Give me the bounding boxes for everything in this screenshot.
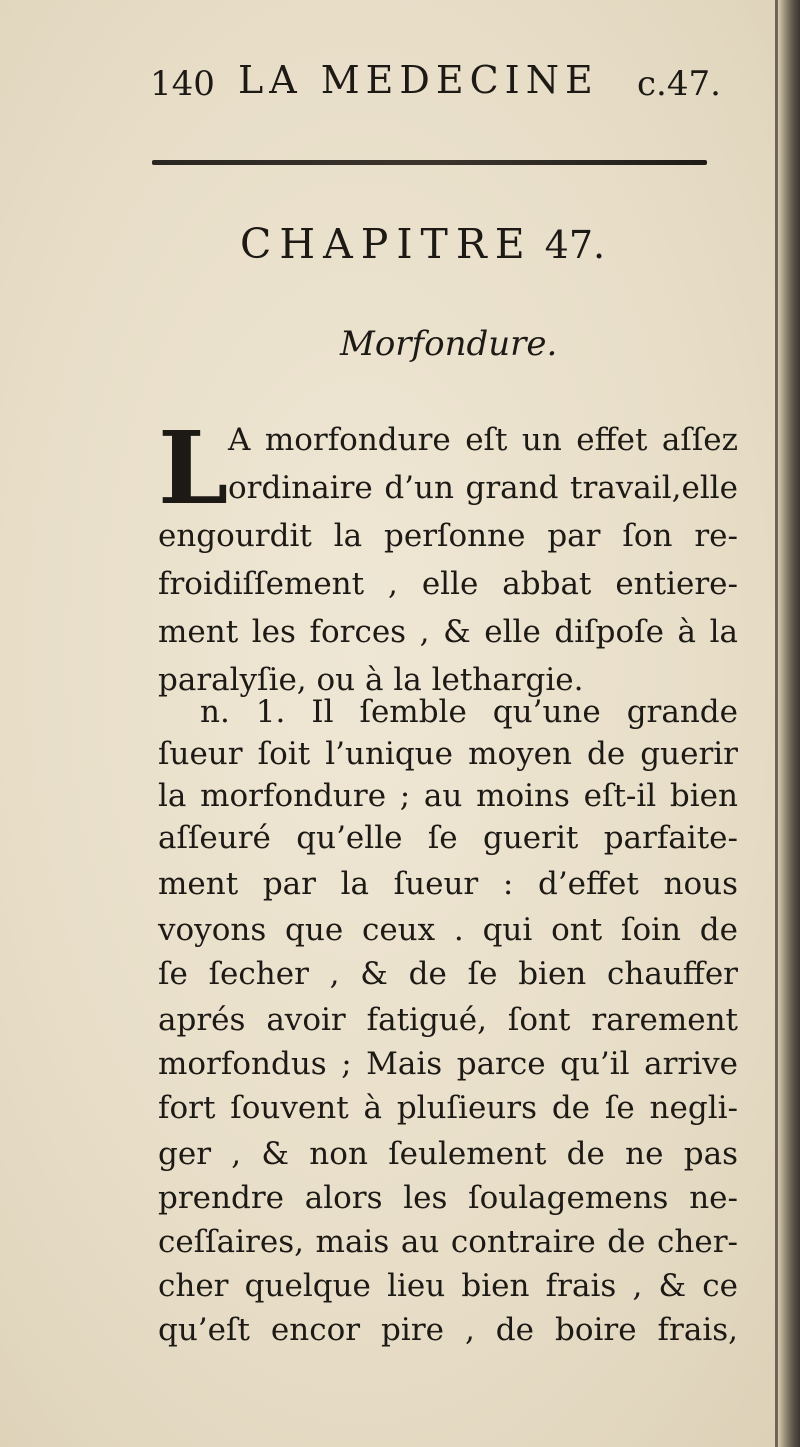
chapter-subtitle: Morfondure. [340, 324, 558, 364]
text-line: voyons que ceux . qui ont ſoin de [158, 912, 738, 948]
text-line: cher quelque lieu bien frais , & ce [158, 1268, 738, 1304]
chapter-reference: c.47. [637, 64, 721, 104]
running-title: LA MEDECINE [238, 58, 599, 102]
text-line: aprés avoir fatigué, ſont rarement [158, 1002, 738, 1038]
page-number: 140 [150, 64, 215, 104]
text-line: aſſeuré qu’elle ſe guerit parfaite- [158, 820, 738, 856]
text-line: la morfondure ; au moins eſt-il bien [158, 778, 738, 814]
text-line: morfondus ; Mais parce qu’il arrive [158, 1046, 738, 1082]
text-line: ger , & non ſeulement de ne pas [158, 1136, 738, 1172]
text-line: ſe ſecher , & de ſe bien chauffer [158, 956, 738, 992]
text-line: froidiſſement , elle abbat entiere- [158, 566, 738, 602]
text-line: ordinaire d’un grand travail,elle [228, 470, 738, 506]
text-line: engourdit la perſonne par ſon re- [158, 518, 738, 554]
page-gutter [778, 0, 800, 1447]
chapter-label: CHAPITRE [240, 220, 533, 268]
text-line: prendre alors les ſoulagemens ne- [158, 1180, 738, 1216]
text-line: qu’eſt encor pire , de boire frais, [158, 1312, 738, 1348]
text-line: ment par la ſueur : d’effet nous [158, 866, 738, 902]
text-line: n. 1. Il ſemble qu’une grande [200, 694, 738, 730]
decorative-rule [152, 160, 707, 165]
running-head [150, 58, 750, 108]
text-line: ſueur ſoit l’unique moyen de guerir [158, 736, 738, 772]
text-line: paralyſie, ou à la lethargie. [158, 662, 584, 698]
chapter-number: 47. [544, 223, 606, 267]
drop-cap: L [158, 409, 229, 527]
chapter-heading [240, 220, 660, 268]
text-line: fort ſouvent à pluſieurs de ſe negli- [158, 1090, 738, 1126]
text-line: ceſſaires, mais au contraire de cher- [158, 1224, 738, 1260]
text-line: A morfondure eſt un effet aſſez [228, 422, 738, 458]
text-line: ment les forces , & elle diſpoſe à la [158, 614, 738, 650]
